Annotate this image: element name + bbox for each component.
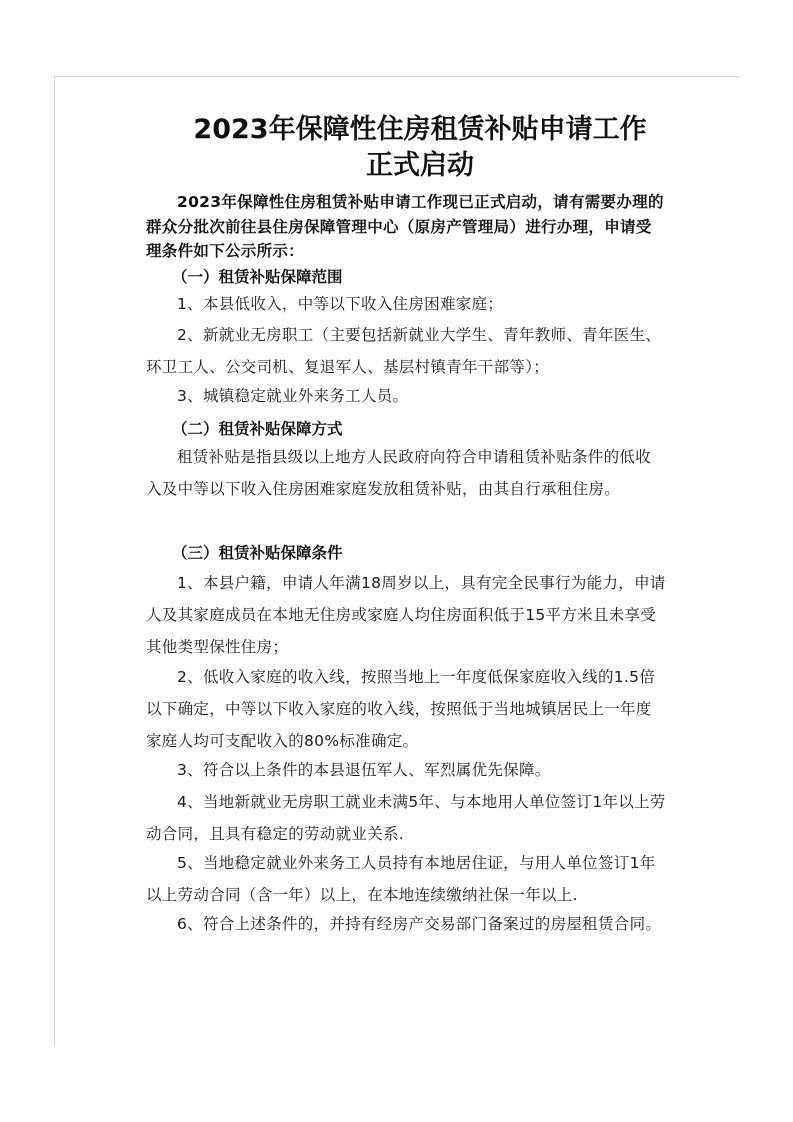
scope-item-1: 1、本县低收入，中等以下收入住房困难家庭； [177,295,504,313]
section-heading-scope: （一）租赁补贴保障范围 [172,268,343,286]
title-line-2: 正式启动 [366,150,474,181]
page-left-border [54,76,55,1046]
condition-item-2: 2、低收入家庭的收入线，按照当地上一年度低保家庭收入线的1.5倍以下确定，中等以下收入家庭的收入线，按照低于当地城镇居民上一年度家庭人均可支配收入的80%标准确定。 [146,668,656,750]
condition-item-6: 6、符合上述条件的，并持有经房产交易部门备案过的房屋租赁合同。 [177,915,662,933]
condition-item-5: 5、当地稳定就业外来务工人员持有本地居住证，与用人单位签订1年以上劳动合同（含一年）以上，在本地连续缴纳社保一年以上. [146,854,656,904]
title-line-1: 2023年保障性住房租赁补贴申请工作 [193,114,647,145]
scope-item-2: 2、新就业无房职工（主要包括新就业大学生、青年教师、青年医生、环卫工人、公交司机、复退军人、基层村镇青年干部等）； [146,326,662,376]
method-paragraph: 租赁补贴是指县级以上地方人民政府向符合申请租赁补贴条件的低收入及中等以下收入住房困难家庭发放租赁补贴，由其自行承租住房。 [146,448,652,498]
intro-paragraph: 2023年保障性住房租赁补贴申请工作现已正式启动，请有需要办理的群众分批次前往县住房保障管理中心（原房产管理局）进行办理，申请受理条件如下公示所示： [146,193,664,260]
section-heading-conditions: （三）租赁补贴保障条件 [172,544,343,562]
condition-item-4: 4、当地新就业无房职工就业未满5年、与本地用人单位签订1年以上劳动合同，且具有稳定的劳动就业关系. [146,793,666,843]
condition-item-3: 3、符合以上条件的本县退伍军人、军烈属优先保障。 [177,761,551,779]
condition-item-1: 1、本县户籍，申请人年满18周岁以上，具有完全民事行为能力，申请人及其家庭成员在本地无住房或家庭人均住房面积低于15平方米且未享受其他类型保性住房； [146,574,666,656]
section-heading-method: （二）租赁补贴保障方式 [172,420,343,438]
page-top-border [55,76,740,77]
scope-item-3: 3、城镇稳定就业外来务工人员。 [177,387,409,405]
document-title [120,112,720,184]
